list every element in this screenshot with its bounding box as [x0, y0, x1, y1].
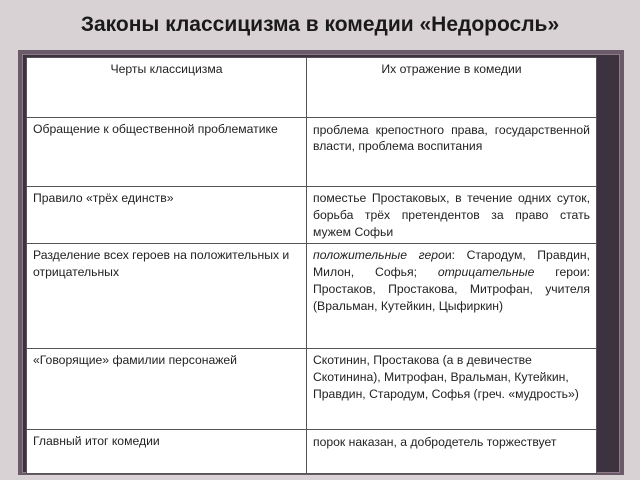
- laws-table: [26, 57, 597, 474]
- reflection-cell: [307, 244, 597, 349]
- positive-heroes-label: положительные геро: [313, 248, 445, 262]
- table-row: [27, 244, 597, 349]
- negative-heroes-label: отрицательные: [437, 265, 535, 279]
- table-row: [27, 430, 597, 474]
- table-header-row: [27, 58, 597, 118]
- negative-heroes-list: герои: Простаков, Простакова, Митрофан, учителя (Вральман, Кутейкин, Цыфиркин): [313, 265, 591, 313]
- header-reflection: Их отражение в комедии: [307, 58, 597, 118]
- feature-cell: Главный итог комедии: [27, 430, 307, 474]
- header-features: Черты классицизма: [27, 58, 307, 118]
- reflection-cell: Скотинин, Простакова (а в девичестве Скотинина), Митрофан, Вральман, Кутейкин, Правдин, Стародум, Софья (греч. «мудрость»): [307, 349, 597, 430]
- positive-heroes-list: и: Стародум, Правдин, Милон, Софья;: [313, 248, 590, 279]
- reflection-cell: порок наказан, а добродетель торжествует: [307, 430, 597, 474]
- reflection-cell: поместье Простаковых, в течение одних суток, борьба трёх претендентов за право стать мужем Софьи: [307, 187, 597, 244]
- table-row: [27, 187, 597, 244]
- feature-cell: Обращение к общественной проблематике: [27, 118, 307, 187]
- feature-cell: «Говорящие» фамилии персонажей: [27, 349, 307, 430]
- table-row: [27, 349, 597, 430]
- reflection-cell: проблема крепостного права, государственной власти, проблема воспитания: [307, 118, 597, 187]
- feature-cell: Правило «трёх единств»: [27, 187, 307, 244]
- feature-cell: Разделение всех героев на положительных и отрицательных: [27, 244, 307, 349]
- page-title: Законы классицизма в комедии «Недоросль»: [80, 13, 560, 36]
- table-row: [27, 118, 597, 187]
